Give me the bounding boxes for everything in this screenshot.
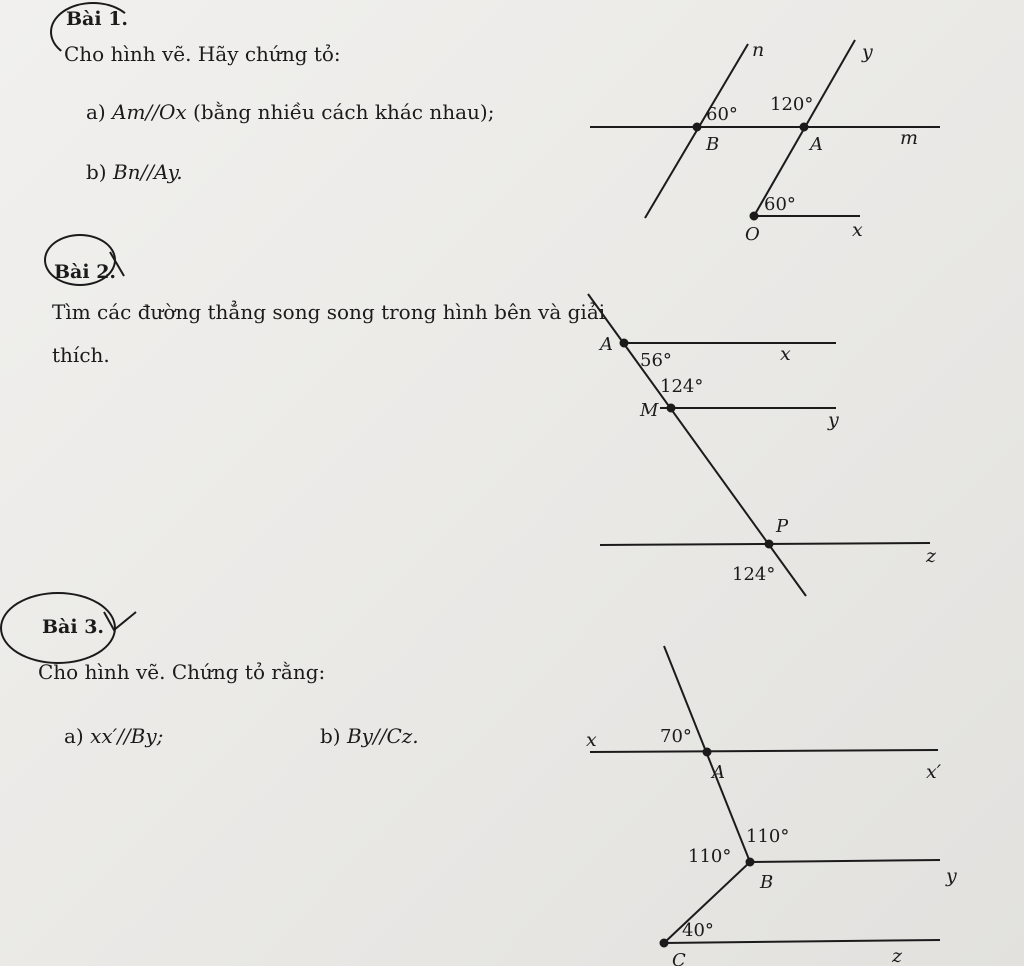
fig2-point-A <box>621 340 628 347</box>
fig3-line-xx2 <box>590 750 938 752</box>
fig1-point-B <box>694 124 701 131</box>
fig3-point-B <box>747 859 754 866</box>
bai1-title: Bài 1. <box>66 8 129 30</box>
fig2-label-z: z <box>926 545 937 567</box>
bai2-prompt-line1: Tìm các đường thẳng song song trong hình bên và giải <box>52 300 606 324</box>
fig3-angle-B-right: 110° <box>746 826 790 847</box>
fig2-label-M: M <box>640 400 659 421</box>
figure-2 <box>588 294 930 596</box>
bai3-title: Bài 3. <box>42 616 105 638</box>
bai2-title: Bài 2. <box>54 261 117 283</box>
fig2-label-P: P <box>776 516 789 537</box>
bai3-prompt: Cho hình vẽ. Chứng tỏ rằng: <box>38 660 326 684</box>
bai3-item-b-label: b) <box>320 724 341 748</box>
fig3-angle-C: 40° <box>682 920 714 941</box>
fig3-label-x: x <box>586 729 597 751</box>
fig3-label-C: C <box>672 950 686 966</box>
fig1-angle-A: 120° <box>770 94 814 115</box>
fig1-point-A <box>801 124 808 131</box>
fig1-label-y: y <box>862 41 873 63</box>
fig1-label-x: x <box>852 219 863 241</box>
bai3-item-a-math: xx′//By; <box>90 724 164 748</box>
bai2-circle-tail <box>110 252 124 276</box>
fig1-label-A: A <box>810 134 823 155</box>
figure-3 <box>590 646 940 947</box>
fig3-point-A <box>704 749 711 756</box>
fig1-angle-O: 60° <box>764 194 796 215</box>
fig3-ray-By <box>750 860 940 862</box>
fig1-angle-B: 60° <box>706 104 738 125</box>
fig2-angle-A: 56° <box>640 350 672 371</box>
bai1-item-a-math: Am//Ox <box>112 100 187 124</box>
bai3-circle-tail <box>104 612 136 630</box>
fig2-angle-M: 124° <box>660 376 704 397</box>
fig1-label-O: O <box>745 224 760 245</box>
fig3-point-C <box>661 940 668 947</box>
bai3-item-b-math: By//Cz. <box>346 724 419 748</box>
fig2-point-M <box>668 405 675 412</box>
fig3-label-y: y <box>946 865 957 887</box>
fig3-angle-B-left: 110° <box>688 846 732 867</box>
bai3-item-a-label: a) <box>64 724 84 748</box>
fig2-label-x: x <box>780 343 791 365</box>
fig3-angle-A: 70° <box>660 726 692 747</box>
fig1-label-n: n <box>752 39 765 61</box>
bai1-item-a-label: a) <box>86 100 106 124</box>
fig2-label-y: y <box>828 409 839 431</box>
fig2-transversal <box>588 294 806 596</box>
fig3-label-x2: x′ <box>926 761 942 783</box>
bai1-item-a-text: (bằng nhiều cách khác nhau); <box>186 100 495 124</box>
fig1-point-O <box>751 213 758 220</box>
fig3-label-z: z <box>892 945 903 966</box>
fig2-label-A: A <box>600 334 613 355</box>
fig1-label-B: B <box>706 134 720 155</box>
bai2-prompt-line2: thích. <box>52 343 110 367</box>
bai1-prompt: Cho hình vẽ. Hãy chứng tỏ: <box>64 42 341 66</box>
fig1-label-m: m <box>900 127 919 149</box>
fig3-label-A: A <box>712 762 725 783</box>
bai1-item-b-label: b) <box>86 160 107 184</box>
bai1-item-b-math: Bn//Ay. <box>112 160 183 184</box>
fig2-angle-P: 124° <box>732 564 776 585</box>
fig2-point-P <box>766 541 773 548</box>
fig3-label-B: B <box>760 872 774 893</box>
figure-1 <box>590 40 940 220</box>
